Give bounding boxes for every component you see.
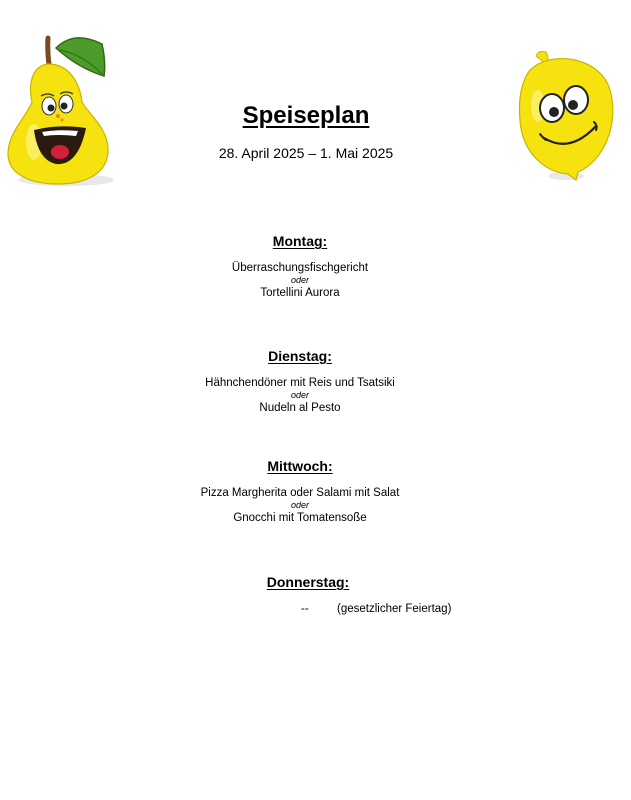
separator-oder: oder: [290, 275, 309, 285]
day-montag: [0, 233, 600, 300]
day-name: Dienstag:: [268, 348, 332, 364]
separator-oder: oder: [290, 390, 309, 400]
day-dienstag: [0, 348, 600, 415]
day-name: Montag:: [272, 233, 328, 249]
separator-oder: oder: [290, 500, 309, 510]
day-name: Mittwoch:: [267, 458, 333, 474]
dish-alternative: Gnocchi mit Tomatensoße: [233, 512, 367, 524]
holiday-dash: --: [301, 603, 309, 615]
dish-alternative: Nudeln al Pesto: [259, 402, 341, 414]
dish-primary: Hähnchendöner mit Reis und Tsatsiki: [205, 377, 395, 389]
page-title: Speiseplan: [242, 102, 370, 129]
day-name: Donnerstag:: [266, 574, 350, 590]
dish-primary: Pizza Margherita oder Salami mit Salat: [200, 487, 400, 499]
dish-primary: Überraschungsfischgericht: [231, 262, 369, 274]
date-range: 28. April 2025 – 1. Mai 2025: [218, 145, 394, 161]
holiday-note: (gesetzlicher Feiertag): [337, 603, 452, 615]
day-mittwoch: [0, 458, 600, 525]
dish-alternative: Tortellini Aurora: [260, 287, 340, 299]
day-donnerstag: [8, 574, 608, 602]
